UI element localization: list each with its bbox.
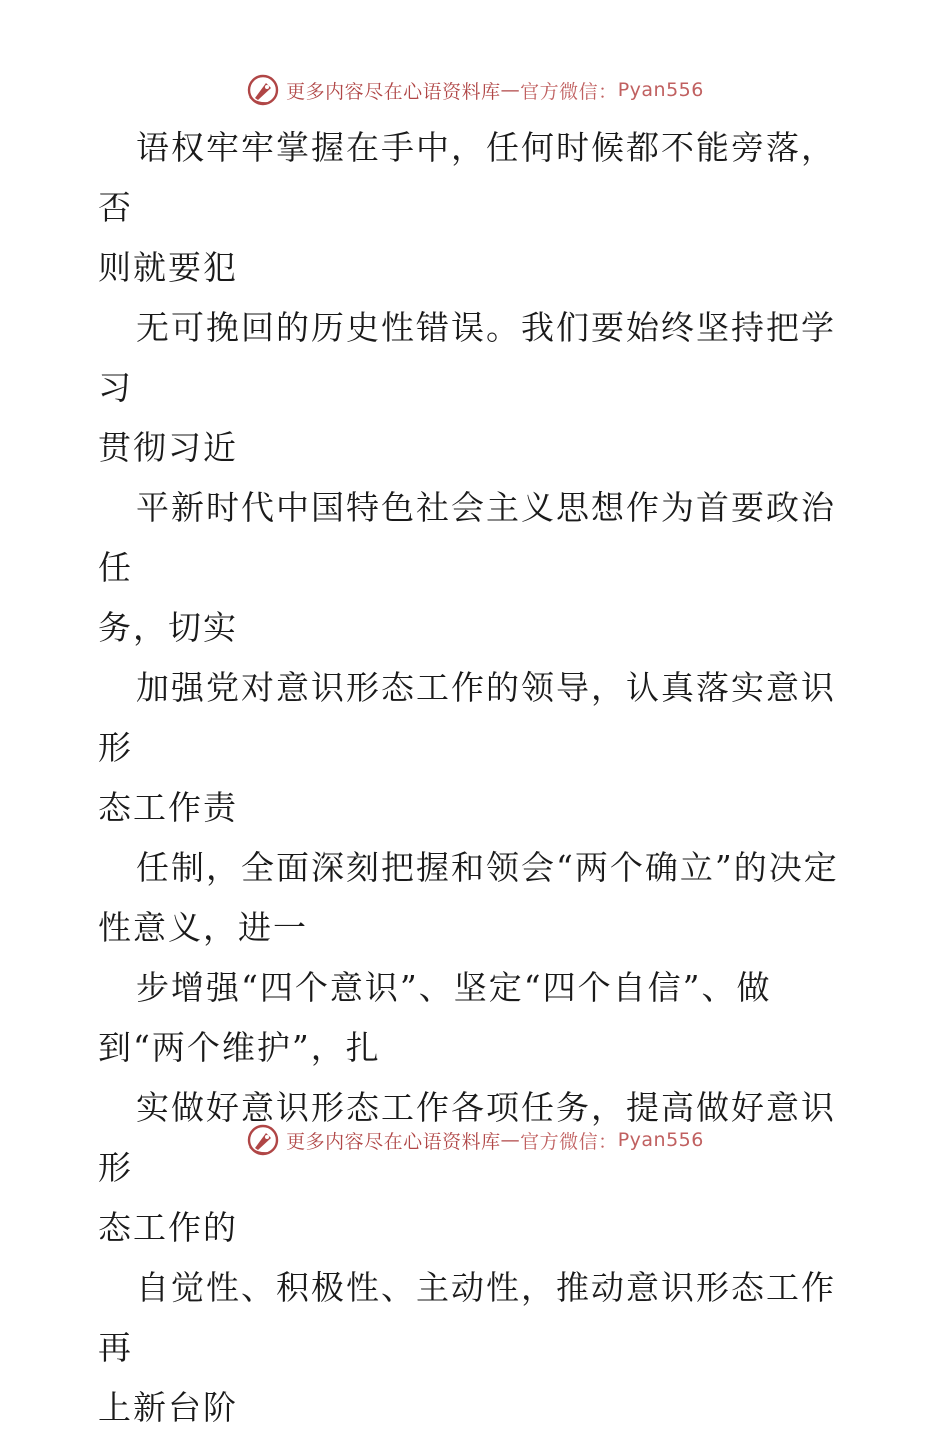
banner-separator: — (500, 1129, 521, 1151)
line-main: 任制，全面深刻把握和领会“两个确立”的决定 (136, 848, 839, 887)
line-wrap: 性意义，进一 (98, 908, 308, 947)
footer-banner (0, 1120, 950, 1160)
wechat-id: Pyan556 (617, 79, 704, 101)
line-main: 语权牢牢掌握在手中，任何时候都不能旁落，否 (98, 128, 836, 227)
text-paragraph (98, 298, 858, 478)
line-wrap: 态工作责 (98, 788, 238, 827)
header-banner (0, 70, 950, 110)
line-wrap: 上新台阶 (98, 1388, 238, 1427)
line-wrap: 则就要犯 (98, 248, 238, 287)
line-main: 自觉性、积极性、主动性，推动意识形态工作再 (98, 1268, 836, 1367)
pen-nib-logo-icon (246, 73, 280, 107)
library-text: 更多内容尽在心语资料库 (286, 1130, 501, 1153)
text-paragraph (98, 658, 858, 838)
wechat-label: 官方微信： (520, 80, 618, 103)
wechat-id: Pyan556 (617, 1129, 704, 1151)
text-paragraph (98, 838, 858, 958)
line-main: 加强党对意识形态工作的领导，认真落实意识形 (98, 668, 836, 767)
line-main: 平新时代中国特色社会主义思想作为首要政治任 (98, 488, 836, 587)
text-paragraph (98, 118, 858, 298)
text-paragraph (98, 1258, 858, 1438)
text-paragraph (98, 478, 858, 658)
line-wrap: 贯彻习近 (98, 428, 238, 467)
line-main: 无可挽回的历史性错误。我们要始终坚持把学习 (98, 308, 836, 407)
line-wrap: 务，切实 (98, 608, 238, 647)
line-wrap: 到“两个维护”，扎 (98, 1028, 381, 1067)
pen-nib-logo-icon (246, 1123, 280, 1157)
text-paragraph (98, 1078, 858, 1258)
library-text: 更多内容尽在心语资料库 (286, 80, 501, 103)
line-main: 实做好意识形态工作各项任务，提高做好意识形 (98, 1088, 836, 1187)
banner-separator: — (500, 79, 521, 101)
document-body (98, 118, 858, 1438)
wechat-label: 官方微信： (520, 1130, 618, 1153)
line-wrap: 态工作的 (98, 1208, 238, 1247)
line-main: 步增强“四个意识”、坚定“四个自信”、做 (136, 968, 772, 1007)
text-paragraph (98, 958, 858, 1078)
